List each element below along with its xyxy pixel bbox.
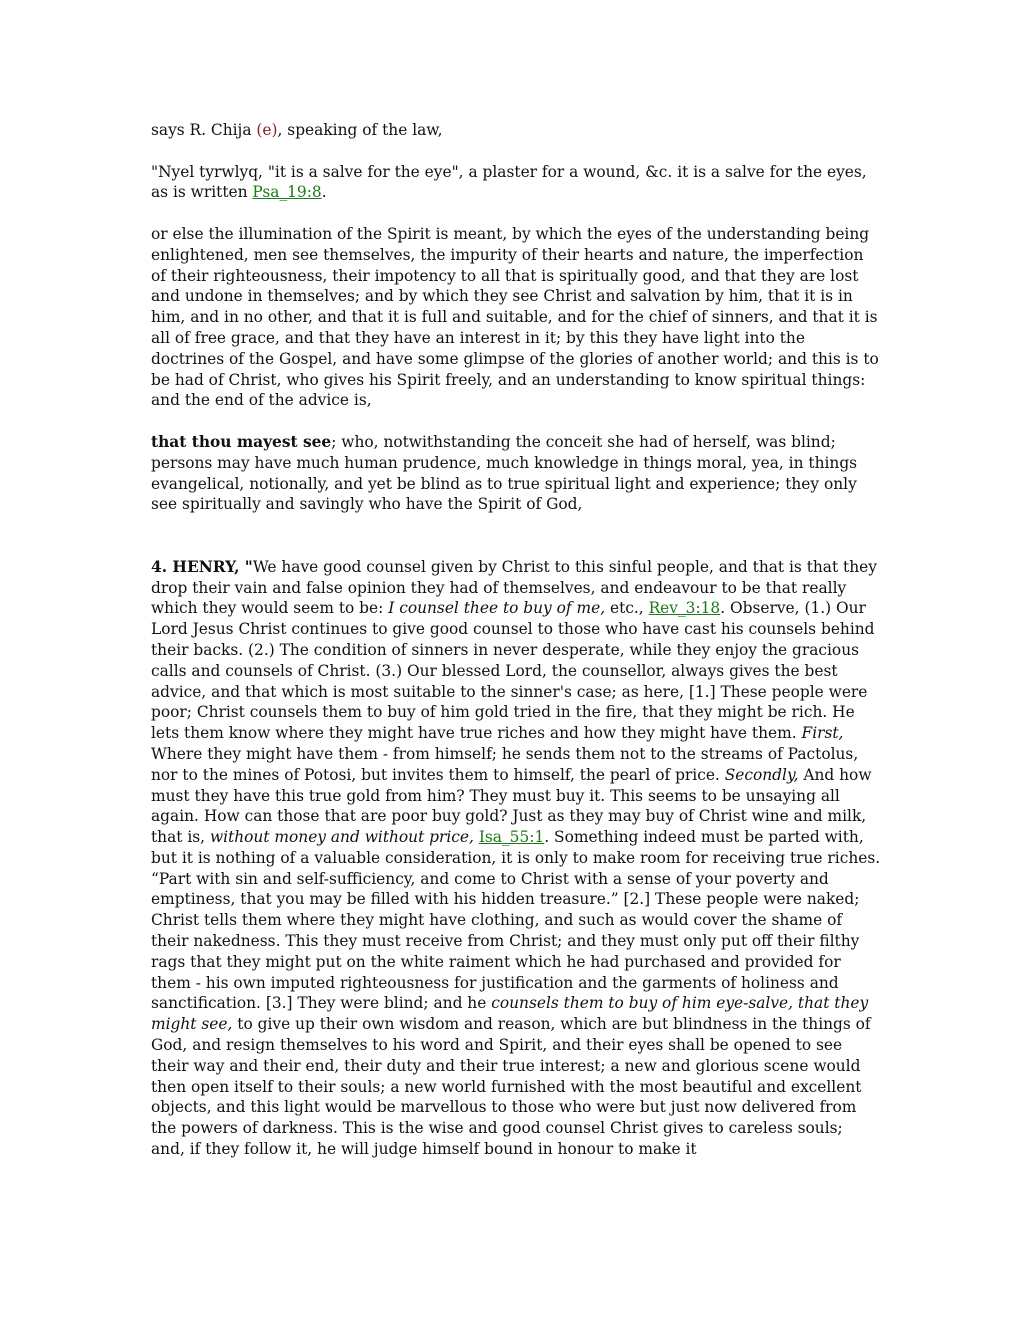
scripture-link-rev[interactable]: Rev_3:18 [648,599,721,618]
paragraph-salve: "Nyel tyrwlyq, "it is a salve for the eye", a plaster for a wound, &c. it is a salve for the eyes, as is written Psa_19:8. [151,162,867,202]
paragraph-henry: 4. HENRY, "We have good counsel given by Christ to this sinful people, and that is that they drop their vain and false opinion they had of themselves, and endeavour to be that really which they would seem to be: I counsel thee to buy of me, etc., Rev_3:18. Observe, (1.) Our Lord Jesus Christ continues to give good counsel to those who have cast his counsels behind their backs. (2.) The condition of sinners in never desperate, while they enjoy the gracious calls and counsels of Christ. (3.) Our blessed Lord, the counsellor, always gives the best advice, and that which is most suitable to the sinner's case; as here, [1.] These people were poor; Christ counsels them to buy of him gold tried in the fire, that they might be rich. He lets them know where they might have true riches and how they might have them. First, Where they might have them - from himself; he sends them not to the streams of Pactolus, nor to the mines of Potosi, but invites them to himself, the pearl of price. Secondly, And how must they have this true gold from him? They must buy it. This seems to be unsaying all again. How can those that are poor buy gold? Just as they may buy of Christ wine and milk, that is, without money and without price, Isa_55:1. Something indeed must be parted with, but it is nothing of a valuable consideration, it is only to make room for receiving true riches. “Part with sin and self-sufficiency, and come to Christ with a sense of your poverty and emptiness, that you may be filled with his hidden treasure.” [2.] These people were naked; Christ tells them where they might have clothing, and such as would cover the shame of their nakedness. This they must receive from Christ; and they must only put off their filthy rags that they might put on the white raiment which he had purchased and provided for them - his own imputed righteousness for justification and the garments of holiness and sanctification. [3.] They were blind; and he counsels them to buy of him eye-salve, that they might see, to give up their own wisdom and reason, which are but blindness in the things of God, and resign themselves to his word and Spirit, and their eyes shall be opened to see their way and their end, their duty and their true interest; a new and glorious scene would then open itself to their souls; a new world furnished with the most beautiful and excellent objects, and this light would be marvellous to those who were but just now delivered from the powers of darkness. This is the wise and good counsel Christ gives to careless souls; and, if they follow it, he will judge himself bound in honour to make it [151,557,881,1159]
bold-phrase: that thou mayest see [151,432,332,451]
paragraph-mayest-see: that thou mayest see; who, notwithstanding the conceit she had of herself, was blind; persons may have much human prudence, much knowledge in things moral, yea, in things evangelical, notionally, and yet be blind as to true spiritual light and experience; they only see spiritually and savingly who have the Spirit of God, [151,432,858,514]
scripture-link-psa[interactable]: Psa_19:8 [252,183,322,202]
spacer [151,536,881,557]
paragraph-chija: says R. Chija (e), speaking of the law, [151,121,443,139]
document-page [151,120,881,1181]
footnote-marker: (e) [256,121,278,139]
scripture-link-isa[interactable]: Isa_55:1 [478,828,545,847]
paragraph-illumination: or else the illumination of the Spirit is meant, by which the eyes of the understanding being enlightened, men see themselves, the impurity of their hearts and nature, the imperfection of their righteousness, their impotency to all that is spiritually good, and that they are lost and undone in themselves; and by which they see Christ and salvation by him, that it is in him, and in no other, and that it is full and suitable, and for the chief of sinners, and that it is all of free grace, and that they have an interest in it; by this they have light into the doctrines of the Gospel, and have some glimpse of the glories of another world; and this is to be had of Christ, who gives his Spirit freely, and an understanding to know spiritual things: and the end of the advice is, [151,224,879,410]
section-heading: 4. HENRY, " [151,557,253,576]
